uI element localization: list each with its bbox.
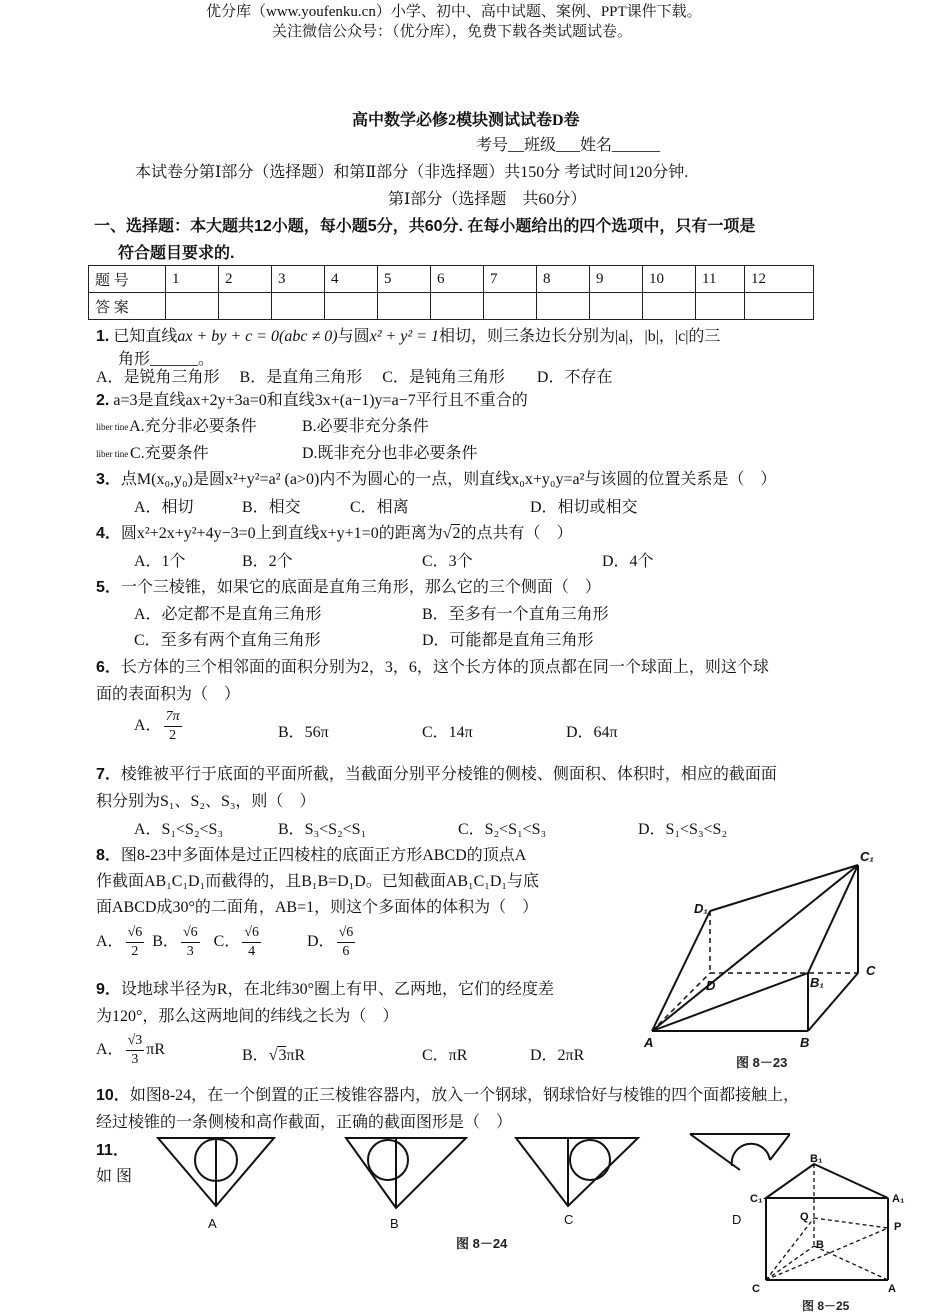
vertex-label: C₁	[860, 849, 874, 864]
answer-table-cell: 10	[643, 266, 696, 293]
figure-caption: 图 8－23	[736, 1055, 788, 1070]
figure-option-label: A	[208, 1216, 217, 1231]
site-header-line1: 优分库（www.youfenku.cn）小学、初中、高中试题、案例、PPT课件下载。	[206, 4, 702, 20]
answer-table-cell: 3	[272, 266, 325, 293]
denominator: 3	[186, 944, 194, 959]
question-7-cont: 积分别为S₁、S₂、S₃，则（ ）	[96, 793, 316, 810]
vertex-label: Q	[800, 1211, 809, 1223]
ball-c	[570, 1140, 610, 1180]
question-text: 设地球半径为R，在北纬30°圈上有甲、乙两地，它们的经度差	[120, 981, 554, 998]
option-c: C．14π	[422, 724, 473, 741]
edge	[652, 865, 858, 1031]
question-text: 已知直线	[113, 328, 178, 345]
answer-table-cell: 1	[166, 266, 219, 293]
question-2	[96, 387, 528, 410]
option-b: B．56π	[278, 724, 329, 741]
option-label: A．	[134, 717, 162, 735]
question-8-cont2: 面ABCD成30°的二面角，AB=1，则这个多面体的体积为（ ）	[96, 899, 539, 916]
answer-table-cell: 8	[537, 266, 590, 293]
fraction	[181, 924, 200, 961]
question-9-cont: 为120°，那么这两地间的纬线之长为（ ）	[96, 1008, 399, 1025]
option-c: C．至多有两个直角三角形	[134, 632, 321, 649]
edge	[808, 865, 858, 973]
option-label: B．	[242, 1047, 269, 1064]
answer-table-row-numbers	[89, 266, 814, 293]
question-text: 与圆	[337, 328, 370, 345]
denominator: 6	[342, 944, 350, 959]
option-a: A．S₁<S₂<S₃	[134, 821, 224, 838]
top-face	[766, 1164, 888, 1198]
question-1-options: A．是锐角三角形 B．是直角三角形 C．是钝角三角形 D．不存在	[96, 369, 613, 386]
hidden-edge	[814, 1218, 888, 1228]
option-label: A．	[96, 1041, 124, 1059]
option-a: A．必定都不是直角三角形	[134, 606, 322, 623]
option-b: B．至多有一个直角三角形	[422, 606, 609, 623]
answer-table-row-answers	[89, 293, 814, 320]
section1-heading: 一、选择题：本大题共12小题，每小题5分，共60分. 在每小题给出的四个选项中，只有一项是	[94, 218, 756, 235]
answer-cell[interactable]	[325, 293, 378, 320]
question-text: 棱锥被平行于底面的平面所截，当截面分别平分棱锥的侧棱、侧面积、体积时，相应的截面面	[120, 766, 777, 783]
question-11-text: 如 图	[96, 1168, 133, 1185]
option-a	[96, 1032, 165, 1069]
fraction	[164, 708, 182, 745]
question-text: 点M(x₀,y₀)是圆x²+y²=a² (a>0)内不为圆心的一点，则直线x₀x+y₀y=a²与该圆的位置关系是（ ）	[120, 471, 777, 488]
question-number: 4．	[96, 525, 121, 542]
answer-cell[interactable]	[590, 293, 643, 320]
denominator: 2	[131, 944, 139, 959]
question-2-options-row2	[96, 440, 209, 463]
answer-table-cell: 4	[325, 266, 378, 293]
option-a: A．相切	[134, 499, 194, 516]
fraction	[242, 924, 261, 961]
answer-table-label-answer: 答 案	[89, 293, 166, 320]
question-9	[96, 976, 554, 999]
question-8	[96, 842, 526, 865]
question-number: 10．	[96, 1087, 130, 1104]
option-c: C．相离	[350, 499, 409, 516]
vertex-label: D₁	[694, 901, 708, 916]
option-label: D．	[307, 933, 335, 951]
site-header-line2: 关注微信公众号：（优分库），免费下载各类试题试卷。	[272, 24, 633, 40]
question-number: 7．	[96, 766, 121, 783]
answer-cell[interactable]	[537, 293, 590, 320]
option-c: C．3个	[422, 553, 473, 570]
vertex-label: A	[644, 1035, 654, 1050]
question-number: 3．	[96, 471, 121, 488]
question-number: 8．	[96, 847, 121, 864]
question-3	[96, 466, 776, 489]
question-2-options-row1	[96, 413, 257, 436]
question-number: 1.	[96, 328, 110, 345]
glyph-artifact: liber tine	[96, 421, 129, 432]
answer-table-cell: 7	[484, 266, 537, 293]
question-text: a=3是直线ax+2y+3a=0和直线3x+(a−1)y=a−7平行且不重合的	[113, 392, 528, 409]
option-c	[213, 925, 263, 959]
option-b: B．2个	[242, 553, 293, 570]
option-d: D．64π	[566, 724, 618, 741]
option-c: C．πR	[422, 1047, 468, 1064]
option-d	[307, 925, 357, 959]
option-a	[96, 925, 146, 959]
question-number: 6．	[96, 659, 121, 676]
option-a	[134, 708, 184, 745]
exam-title: 高中数学必修2模块测试试卷D卷	[352, 112, 580, 129]
answer-cell[interactable]	[431, 293, 484, 320]
answer-table-cell: 11	[696, 266, 745, 293]
answer-table-cell: 12	[745, 266, 814, 293]
answer-table-cell: 2	[219, 266, 272, 293]
option-c: C．S₂<S₁<S₃	[458, 821, 547, 838]
math-expression: ax + by + c = 0(abc ≠ 0)	[177, 328, 338, 345]
option-tail: πR	[286, 1047, 306, 1064]
question-6-cont: 面的表面积为（ ）	[96, 686, 241, 703]
numerator: 7π	[164, 708, 182, 727]
cone-section-c	[516, 1138, 638, 1206]
option-a: A．1个	[134, 553, 186, 570]
fraction	[126, 924, 145, 961]
hidden-edge	[766, 1228, 888, 1280]
option-c: C.充要条件	[130, 445, 209, 462]
question-1	[96, 323, 720, 346]
option-b: B．√3πR	[242, 1047, 306, 1064]
answer-table-cell: 5	[378, 266, 431, 293]
option-d: D．S₁<S₃<S₂	[638, 821, 728, 838]
edge	[710, 865, 858, 911]
part1-title: 第Ⅰ部分（选择题 共60分）	[388, 191, 587, 208]
question-5	[96, 574, 601, 597]
question-number: 2.	[96, 392, 110, 409]
question-8-cont1: 作截面AB₁C₁D₁而截得的，且B₁B=D₁D。已知截面AB₁C₁D₁与底	[96, 873, 540, 890]
question-1-cont: 角形______。	[118, 351, 215, 368]
vertex-label: A	[888, 1283, 896, 1295]
question-text: 一个三棱锥，如果它的底面是直角三角形，那么它的三个侧面（ ）	[120, 579, 601, 596]
option-b: B.必要非充分条件	[302, 418, 429, 435]
option-b	[152, 925, 201, 959]
denominator: 4	[248, 944, 256, 959]
cone-section-b	[346, 1138, 466, 1208]
figure-8-24	[150, 1130, 790, 1256]
ball-b	[368, 1140, 408, 1180]
hidden-edge	[766, 1218, 814, 1280]
question-8-options	[96, 924, 357, 961]
question-text: 相切，则三条边长分别为|a|，|b|，|c|的三	[439, 328, 721, 345]
question-number: 9．	[96, 981, 121, 998]
vertex-label: A₁	[892, 1193, 905, 1205]
question-6	[96, 654, 769, 677]
option-b: B．相交	[242, 499, 301, 516]
vertex-label: B₁	[810, 975, 824, 990]
vertex-label: C	[866, 963, 876, 978]
numerator: √6	[181, 924, 200, 943]
answer-table-cell: 9	[590, 266, 643, 293]
option-d: D.既非充分也非必要条件	[302, 445, 478, 462]
option-label: A．	[96, 933, 124, 951]
numerator: √3	[126, 1032, 145, 1051]
option-d: D．可能都是直角三角形	[422, 632, 594, 649]
answer-cell[interactable]	[484, 293, 537, 320]
figure-8-25	[748, 1154, 918, 1314]
fraction	[337, 924, 356, 961]
answer-table-cell: 6	[431, 266, 484, 293]
option-d: D．2πR	[530, 1047, 585, 1064]
figure-caption: 图 8－25	[802, 1299, 850, 1313]
answer-cell[interactable]	[643, 293, 696, 320]
question-text: 圆x²+2x+y²+4y−3=0上到直线x+y+1=0的距离为	[120, 525, 443, 542]
sqrt-value: 3	[278, 1047, 287, 1064]
answer-cell[interactable]	[272, 293, 325, 320]
figure-option-label: D	[732, 1212, 742, 1227]
figure-option-label: B	[390, 1216, 399, 1231]
figure-option-label: C	[564, 1212, 574, 1227]
vertex-label: B₁	[810, 1154, 823, 1165]
question-number: 11．	[96, 1142, 129, 1159]
option-label: C．	[213, 933, 241, 951]
numerator: √6	[337, 924, 356, 943]
glyph-artifact: liber tine	[96, 448, 129, 459]
answer-cell[interactable]	[745, 293, 814, 320]
question-text: 图8-23中多面体是过正四棱柱的底面正方形ABCD的顶点A	[120, 847, 527, 864]
vertex-label: B	[800, 1035, 810, 1050]
figure-caption: 图 8－24	[456, 1236, 508, 1251]
figure-8-23	[640, 845, 900, 1075]
sqrt-value: 2	[452, 525, 461, 542]
question-text: 如图8-24，在一个倒置的正三棱锥容器内，放入一个钢球，钢球恰好与棱锥的四个面都接触上，	[129, 1087, 800, 1104]
question-text: 长方体的三个相邻面的面积分别为2，3，6，这个长方体的顶点都在同一个球面上，则这个球	[120, 659, 769, 676]
option-a: A.充分非必要条件	[129, 418, 257, 435]
answer-cell[interactable]	[219, 293, 272, 320]
section1-heading-cont: 符合题目要求的.	[118, 245, 235, 262]
vertex-label: C₁	[750, 1193, 763, 1205]
math-expression: x² + y² = 1	[369, 328, 439, 345]
question-4: 4．圆x²+2x+y²+4y−3=0上到直线x+y+1=0的距离为√2的点共有（ ）	[96, 525, 573, 542]
option-b: B．S₃<S₂<S₁	[278, 821, 367, 838]
option-label: B．	[152, 933, 179, 951]
question-10	[96, 1082, 799, 1105]
candidate-line: 考号__班级___姓名______	[476, 137, 661, 154]
question-7	[96, 761, 777, 784]
vertex-label: B	[816, 1239, 824, 1251]
vertex-label: D	[706, 978, 716, 993]
answer-table-label-number: 题 号	[89, 266, 166, 293]
answer-table	[88, 265, 814, 320]
hidden-edge	[814, 1246, 888, 1280]
hidden-edge	[652, 973, 710, 1031]
numerator: √6	[242, 924, 261, 943]
denominator: 2	[169, 728, 177, 743]
question-number: 5．	[96, 579, 121, 596]
numerator: √6	[126, 924, 145, 943]
option-d: D．相切或相交	[530, 499, 638, 516]
answer-cell[interactable]	[378, 293, 431, 320]
vertex-label: P	[894, 1221, 902, 1233]
fraction	[126, 1032, 145, 1069]
question-10-cont: 经过棱锥的一条侧棱和高作截面，正确的截面图形是（ ）	[96, 1114, 513, 1131]
option-d: D．4个	[602, 553, 654, 570]
answer-cell[interactable]	[166, 293, 219, 320]
question-text: 的点共有（ ）	[460, 525, 573, 542]
exam-intro: 本试卷分第Ⅰ部分（选择题）和第Ⅱ部分（非选择题）共150分 考试时间120分钟.	[135, 164, 689, 181]
option-tail: πR	[146, 1041, 165, 1059]
vertex-label: C	[752, 1283, 760, 1295]
answer-cell[interactable]	[696, 293, 745, 320]
denominator: 3	[131, 1052, 139, 1067]
